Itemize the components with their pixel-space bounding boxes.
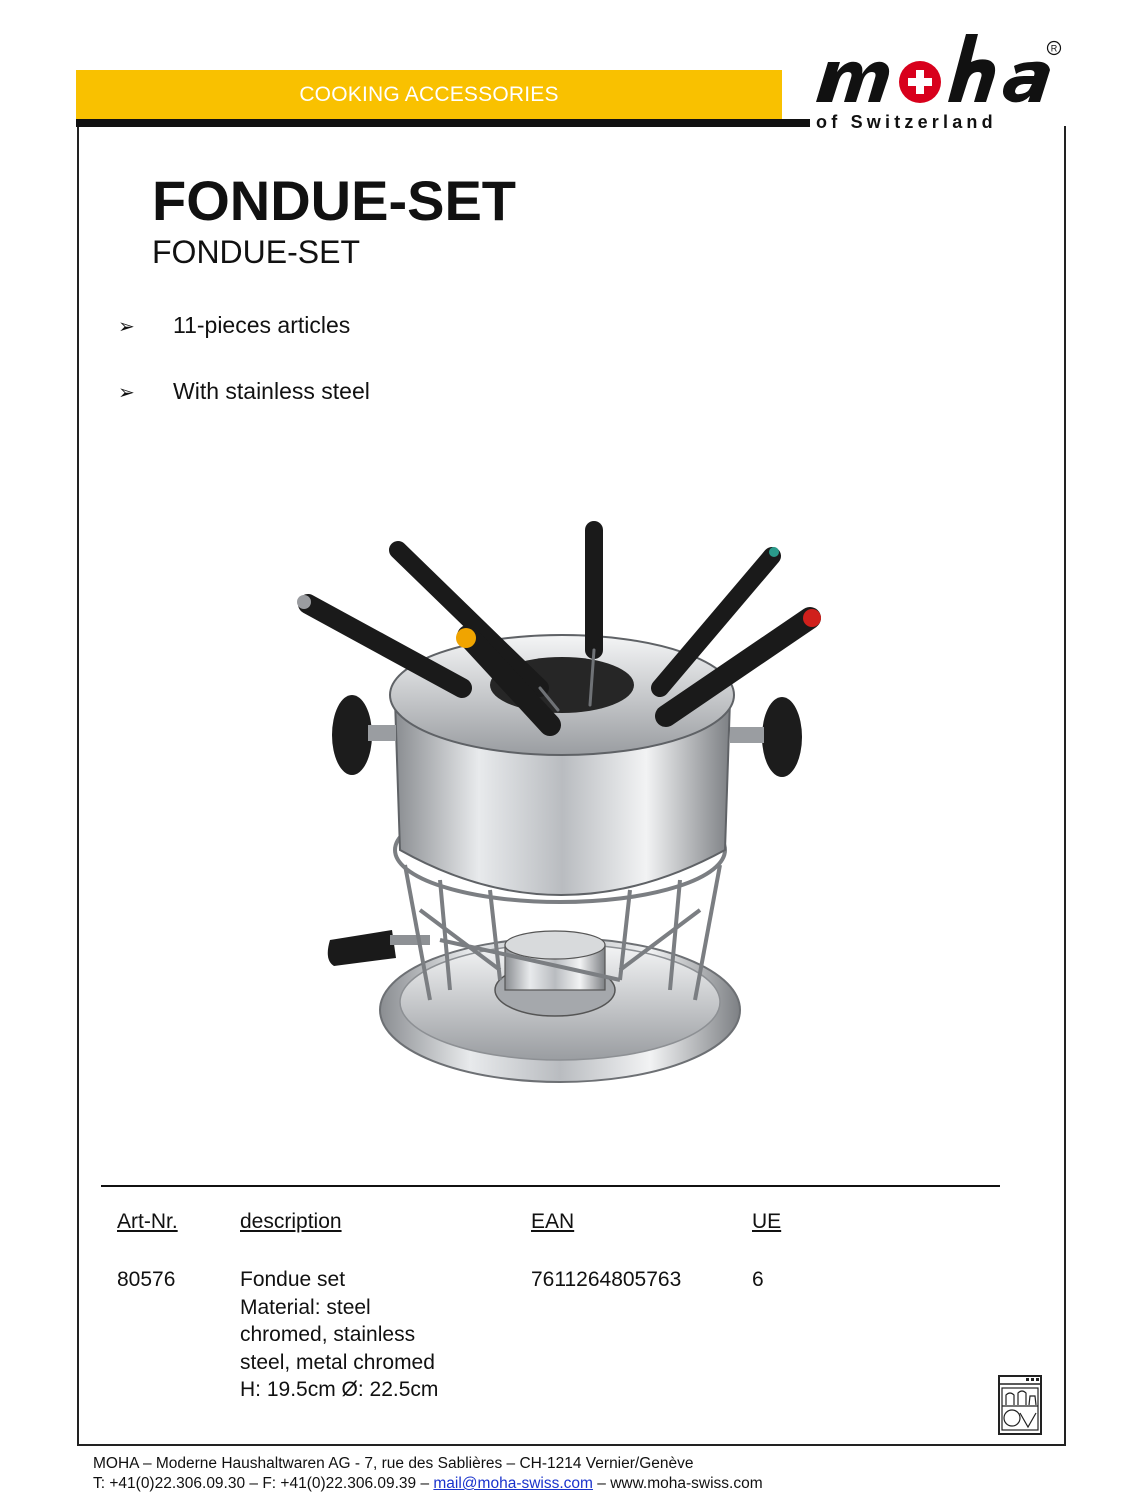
description-line: Material: steel — [240, 1295, 371, 1319]
cell-art-nr: 80576 — [117, 1268, 176, 1291]
feature-text: 11-pieces articles — [173, 312, 351, 338]
email-link[interactable]: mail@moha-swiss.com — [433, 1475, 593, 1492]
product-title: FONDUE-SET — [152, 169, 516, 232]
description-line: steel, metal chromed — [240, 1350, 435, 1374]
page-footer — [93, 1454, 763, 1494]
column-header-art-nr: Art-Nr. — [117, 1210, 178, 1233]
fondue-pot-image — [290, 520, 850, 1095]
dishwasher-safe-icon — [998, 1375, 1042, 1435]
description-line: Fondue set — [240, 1268, 346, 1291]
svg-text:R: R — [1050, 43, 1058, 54]
cell-ean: 7611264805763 — [531, 1268, 682, 1291]
footer-phone-fax: T: +41(0)22.306.09.30 – F: +41(0)22.306.09.39 – — [93, 1475, 434, 1492]
product-subtitle: FONDUE-SET — [152, 234, 360, 270]
column-header-ean: EAN — [531, 1210, 575, 1233]
arrow-bullet-icon: ➢ — [118, 382, 135, 404]
column-header-ue: UE — [752, 1210, 782, 1233]
description-line: H: 19.5cm Ø: 22.5cm — [240, 1378, 439, 1401]
svg-text:of Switzerland: of Switzerland — [816, 112, 997, 132]
feature-text: With stainless steel — [173, 378, 370, 404]
category-label: COOKING ACCESSORIES — [299, 83, 559, 106]
arrow-bullet-icon: ➢ — [118, 316, 135, 338]
footer-website: – www.moha-swiss.com — [592, 1475, 763, 1492]
header-rule — [76, 119, 810, 127]
description-line: chromed, stainless — [240, 1323, 416, 1346]
footer-contact — [93, 1474, 763, 1494]
column-header-description: description — [240, 1210, 342, 1233]
cell-description — [240, 1266, 438, 1404]
footer-address: MOHA – Moderne Haushaltwaren AG - 7, rue des Sablières – CH-1214 Vernier/Genève — [93, 1455, 694, 1472]
cell-ue: 6 — [752, 1268, 764, 1291]
moha-logo — [810, 28, 1066, 134]
table-separator — [101, 1185, 1000, 1187]
